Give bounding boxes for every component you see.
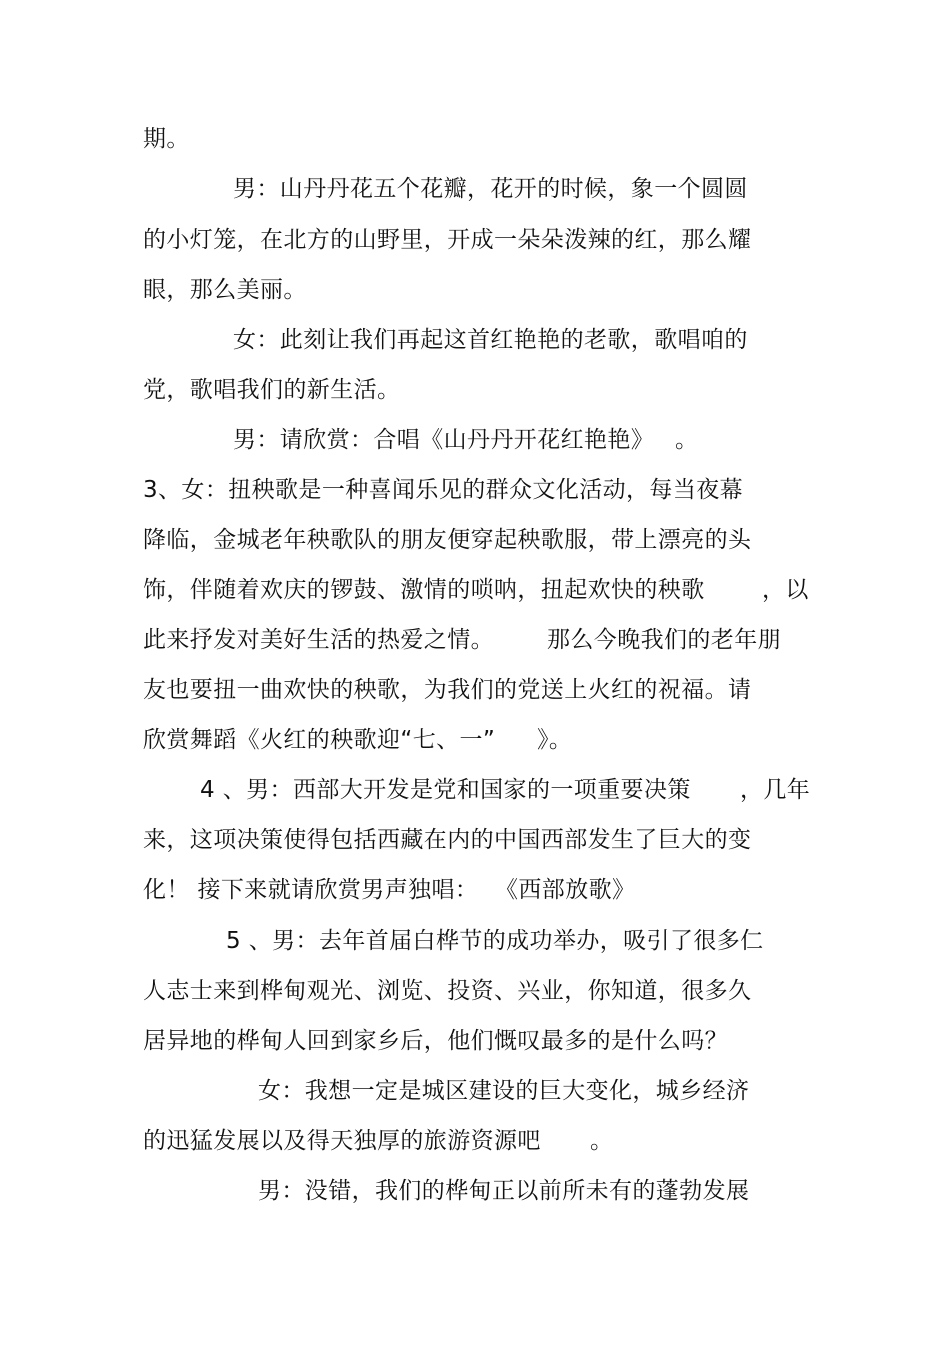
text-line: 5 、男：去年首届白桦节的成功举办，吸引了很多仁 xyxy=(226,928,764,954)
text-line: 友也要扭一曲欢快的秧歌，为我们的党送上火红的祝福。请 xyxy=(143,677,752,703)
text-line: 的迅猛发展以及得天独厚的旅游资源吧 xyxy=(143,1128,541,1154)
text-line: 化！ 接下来就请欣赏男声独唱： xyxy=(143,877,479,903)
text-line: 降临，金城老年秧歌队的朋友便穿起秧歌服，带上漂亮的头 xyxy=(143,527,752,553)
text-line: 饰，伴随着欢庆的锣鼓、激情的唢呐，扭起欢快的秧歌 xyxy=(143,577,705,603)
text-line: 。 xyxy=(590,1128,614,1154)
text-line: 》。 xyxy=(537,727,573,753)
text-line: 3、女：扭秧歌是一种喜闻乐见的群众文化活动，每当夜幕 xyxy=(143,477,744,503)
text-line: 人志士来到桦甸观光、浏览、投资、兴业，你知道，很多久 xyxy=(143,978,752,1004)
text-line: 男：没错，我们的桦甸正以前所未有的蓬勃发展 xyxy=(258,1178,750,1204)
text-line: 那么今晚我们的老年朋 xyxy=(547,627,781,653)
text-line: 4 、男：西部大开发是党和国家的一项重要决策 xyxy=(200,777,691,803)
text-line: 男：请欣赏：合唱《山丹丹开花红艳艳》 xyxy=(233,427,655,453)
text-line: 来，这项决策使得包括西藏在内的中国西部发生了巨大的变 xyxy=(143,827,752,853)
text-line: ，几年 xyxy=(740,777,811,803)
text-line: 《西部放歌》 xyxy=(495,877,636,903)
text-line: 党，歌唱我们的新生活。 xyxy=(143,377,401,403)
text-line: 眼，那么美丽。 xyxy=(143,277,307,303)
text-line: 女：此刻让我们再起这首红艳艳的老歌，歌唱咱的 xyxy=(233,327,748,353)
text-line: 。 xyxy=(675,427,699,453)
text-line: 居异地的桦甸人回到家乡后，他们慨叹最多的是什么吗？ xyxy=(143,1028,728,1054)
text-line: 此来抒发对美好生活的热爱之情。 xyxy=(143,627,494,653)
text-line: 欣赏舞蹈《火红的秧歌迎“七、一” xyxy=(143,727,496,753)
text-line: 的小灯笼，在北方的山野里，开成一朵朵泼辣的红，那么耀 xyxy=(143,227,752,253)
text-line: 期。 xyxy=(143,126,190,152)
text-line: 男：山丹丹花五个花瓣，花开的时候，象一个圆圆 xyxy=(233,176,748,202)
text-line: 女：我想一定是城区建设的巨大变化，城乡经济 xyxy=(258,1078,750,1104)
text-line: ，以 xyxy=(762,577,809,603)
